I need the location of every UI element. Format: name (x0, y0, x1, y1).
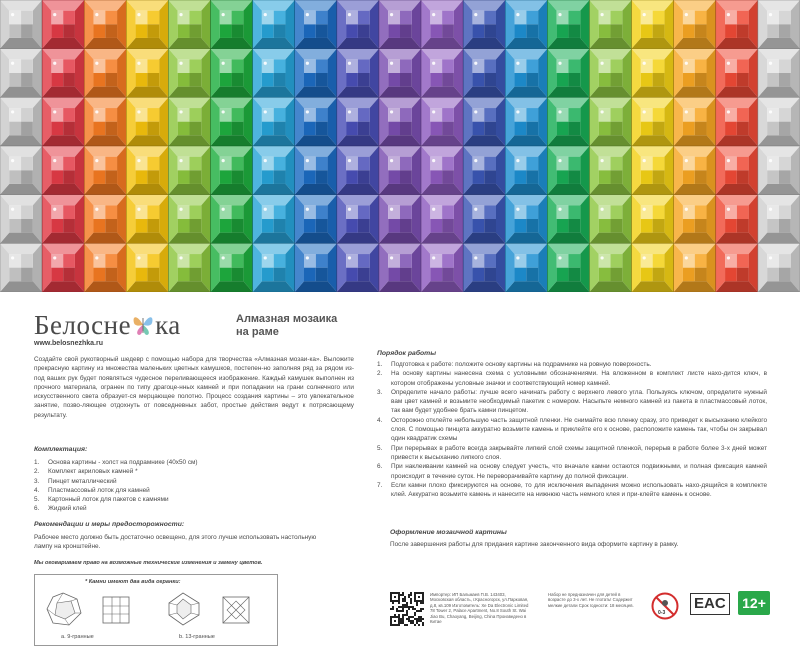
gem-tile (0, 49, 42, 98)
gem-tile (547, 243, 589, 292)
gem-tile (547, 146, 589, 195)
gem-tile (505, 49, 547, 98)
gem-tile (758, 146, 800, 195)
gem-tile (42, 49, 84, 98)
gem-tile (42, 146, 84, 195)
stones-note: * Камни имеют два вида огранки: (85, 579, 181, 585)
finish-text: После завершения работы для придания картине законченного вида оформите картину в рамку. (390, 541, 679, 548)
gem-tile (463, 243, 505, 292)
gem-tile (379, 195, 421, 244)
recommend-text: Рабочее место должно быть достаточно освещено, для этого лучше использовать настольную лампу на кронштейне. (34, 534, 317, 551)
gem-tile (674, 146, 716, 195)
gem-tile (421, 0, 463, 49)
gem-tile (463, 195, 505, 244)
gem-tile (253, 49, 295, 98)
butterfly-icon (132, 312, 154, 338)
gem-tile (168, 0, 210, 49)
gem-tile (758, 49, 800, 98)
gem-tile (674, 49, 716, 98)
warning-info: Набор не предназначен для детей в возрасте до 3-х лет. Не глотать! Содержит мелкие детали Срок годности: 18 месяцев. (548, 592, 634, 608)
gem-tile (42, 243, 84, 292)
gem-tile (632, 0, 674, 49)
gem-tile (547, 0, 589, 49)
step-item: 6. При наклеивании камней на основу следует учесть, что вначале камни остаются подвижными, и полная фиксация камней происходит в течение суток. Не переворачивайте картину до полной фиксации. (377, 463, 767, 480)
gem-tile (589, 146, 631, 195)
importer-info: Импортер: ИП Бальмаев П.В. 143403, Московская область, г.Красногорск, ул.Парковая, д.8, кв.109 Изготовитель: Хе Da Electronic Limited 78 Tower 2, Palace Apartment, No.8 South St. Wai Jiao Bu, Chaoyang, Beijing, China Произведено в Китае (430, 592, 529, 625)
gem-tile (42, 97, 84, 146)
gem-tile (168, 146, 210, 195)
gem-tile (716, 243, 758, 292)
gem-tile (547, 195, 589, 244)
gem-tile (505, 195, 547, 244)
steps-list (377, 360, 767, 499)
gem-tile (211, 97, 253, 146)
gem-tile (758, 195, 800, 244)
gem-tile (253, 146, 295, 195)
brand-name: Белосне ка (34, 310, 181, 340)
qr-code (390, 592, 424, 626)
gem-tile (253, 195, 295, 244)
gem-tile (632, 243, 674, 292)
instruction-sheet (0, 292, 800, 648)
gem-tile (0, 195, 42, 244)
gem-tile (84, 49, 126, 98)
finish-heading: Оформление мозаичной картины (390, 529, 507, 536)
age-warning-icon (651, 592, 679, 620)
gem-tile (463, 97, 505, 146)
kit-item: 4. Пластмассовый лоток для камней (34, 486, 150, 494)
gem-tile (674, 243, 716, 292)
gem-tile (463, 146, 505, 195)
gem-tile (421, 243, 463, 292)
gem-tile (337, 195, 379, 244)
gem-tile (421, 195, 463, 244)
step-item: 2. На основу картины нанесена схема с условными обозначениями. На вложенном в комплект листе нахо-дится ключ, в котором отображены условные значки и соответствующий номер камней. (377, 370, 767, 387)
gem-tile (421, 49, 463, 98)
gem-tile (421, 146, 463, 195)
gem-tile (0, 243, 42, 292)
product-tagline: Алмазная мозаика на раме (236, 313, 338, 338)
gem-tile (337, 0, 379, 49)
gem-tile (337, 97, 379, 146)
gem-tile (758, 243, 800, 292)
gem-tile (337, 243, 379, 292)
step-item: 4. Осторожно отклейте небольшую часть защитной пленки. Не снимайте всю пленку сразу, это приведет к высыханию клейкого слоя. С помощью пинцета аккуратно возьмите камень и приклейте его к основе, расположите камень так, чтобы он закрывал один квадратик схемы (377, 416, 767, 443)
thirteen-facet-stone-icon (161, 589, 271, 629)
gem-tile (84, 195, 126, 244)
kit-item: 2. Комплект акриловых камней * (34, 468, 138, 476)
gem-tile (463, 49, 505, 98)
gem-tile (295, 195, 337, 244)
stone-type-a: a. 9-гранные (61, 634, 94, 640)
step-item: 3. Определите начало работы: лучше всего начинать работу с верхнего левого угла. Пользуясь ключом, определите нужный вам цвет камней и возьмите необходимый пакетик с номером. Насыпьте немного камней из пакета в пластмассовый лоток, так вам будет удобнее брать камни пинцетом. (377, 388, 767, 415)
gem-tile (716, 49, 758, 98)
gem-tile (126, 243, 168, 292)
gem-tile (379, 243, 421, 292)
gem-tile (716, 97, 758, 146)
gem-tile (379, 0, 421, 49)
kit-item: 3. Пинцет металлический (34, 477, 117, 485)
gem-tile (463, 0, 505, 49)
gem-tile (126, 97, 168, 146)
gem-tile (295, 146, 337, 195)
gem-tile (674, 97, 716, 146)
gem-tile (295, 49, 337, 98)
gem-tile (758, 97, 800, 146)
gem-tile (126, 49, 168, 98)
gem-tile (337, 49, 379, 98)
gem-tile (84, 146, 126, 195)
gem-tile (758, 0, 800, 49)
rights-note: Мы оговариваем право на возможные технические изменения и замену цветов. (34, 560, 263, 566)
gem-tile (211, 146, 253, 195)
gem-tile (42, 195, 84, 244)
gem-tile (589, 0, 631, 49)
gem-tile (211, 49, 253, 98)
kit-heading: Комплектация: (34, 446, 88, 453)
gem-tile (589, 243, 631, 292)
gem-tile (0, 0, 42, 49)
gem-tile (589, 49, 631, 98)
recommend-heading: Рекомендации и меры предосторожности: (34, 521, 185, 528)
kit-item: 5. Картонный лоток для пакетов с камнями (34, 496, 169, 504)
gem-mosaic (0, 0, 800, 292)
gem-tile (716, 195, 758, 244)
gem-tile (589, 195, 631, 244)
gem-tile (126, 195, 168, 244)
gem-tile (168, 243, 210, 292)
gem-tile (421, 97, 463, 146)
gem-tile (337, 146, 379, 195)
eac-mark: EAC (690, 593, 730, 615)
age-warning-label: 0-3 (658, 610, 666, 616)
gem-tile (632, 146, 674, 195)
gem-tile (505, 97, 547, 146)
kit-item: 6. Жидкий клей (34, 505, 87, 513)
nine-facet-stone-icon (43, 589, 153, 629)
gem-tile (84, 97, 126, 146)
gem-tile (674, 195, 716, 244)
kit-item: 1. Основа картины - холст на подрамнике (40х50 см) (34, 459, 198, 466)
gem-tile (505, 146, 547, 195)
gem-tile (253, 97, 295, 146)
brand-logo (34, 312, 234, 342)
gem-tile (716, 146, 758, 195)
gem-tile (505, 243, 547, 292)
gem-tile (168, 97, 210, 146)
gem-tile (211, 243, 253, 292)
gem-tile (632, 97, 674, 146)
step-item: 5. При перерывах в работе всегда закрывайте липкий слой схемы защитной пленкой, перерыв в работе более 3-х дней может привести к высыханию липкого слоя. (377, 444, 767, 461)
gem-tile (295, 97, 337, 146)
gem-tile (42, 0, 84, 49)
gem-tile (379, 146, 421, 195)
gem-tile (547, 49, 589, 98)
gem-tile (295, 0, 337, 49)
gem-tile (168, 195, 210, 244)
step-item: 1. Подготовка к работе: положите основу картины на подрамнике на ровную поверхность. (377, 361, 652, 368)
gem-tile (632, 195, 674, 244)
gem-tile (211, 195, 253, 244)
stone-cuts-box (34, 574, 278, 646)
gem-tile (126, 0, 168, 49)
gem-tile (589, 97, 631, 146)
stone-type-b: b. 13-гранные (179, 634, 215, 640)
gem-tile (716, 0, 758, 49)
brand-url: www.belosnezhka.ru (34, 340, 103, 347)
gem-tile (0, 146, 42, 195)
gem-tile (211, 0, 253, 49)
gem-tile (547, 97, 589, 146)
gem-tile (379, 97, 421, 146)
step-item: 7. Если камни плохо фиксируются на основе, то для исключения выпадения можно использовать нахо-дящийся в комплекте клей. Аккуратно возьмите камень и нанесите на нижнюю часть немного клея и при-клейте камень к основе. (377, 481, 767, 499)
gem-tile (253, 243, 295, 292)
gem-tile (0, 97, 42, 146)
gem-tile (253, 0, 295, 49)
age-badge: 12+ (738, 591, 770, 615)
gem-tile (505, 0, 547, 49)
gem-tile (632, 49, 674, 98)
gem-tile (84, 0, 126, 49)
steps-heading: Порядок работы (377, 350, 437, 357)
intro-text: Создайте свой рукотворный шедевр с помощью набора для творчества «Алмазная мозаи-ка». Выложите прекрасную картину из множества маленьких цветных камушков, постепен-но заполняя ряд за рядом из-под ваших рук будет появляться чудесное переливающееся изображение. Каждый камушек выполнен из прочного материала, огранен по типу драгоце-нных камней и при попадании на грани солнечного или искусственного света образует-ся мерцающее полотно. Процесс создания картины – это увлекательное занятие, позво-ляющее отдохнуть от повседневных забот, простые действия ведут к потрясающему результату. (34, 356, 354, 419)
gem-tile (84, 243, 126, 292)
gem-tile (126, 146, 168, 195)
gem-tile (295, 243, 337, 292)
gem-tile (379, 49, 421, 98)
gem-tile (674, 0, 716, 49)
kit-list (34, 458, 354, 514)
gem-tile (168, 49, 210, 98)
